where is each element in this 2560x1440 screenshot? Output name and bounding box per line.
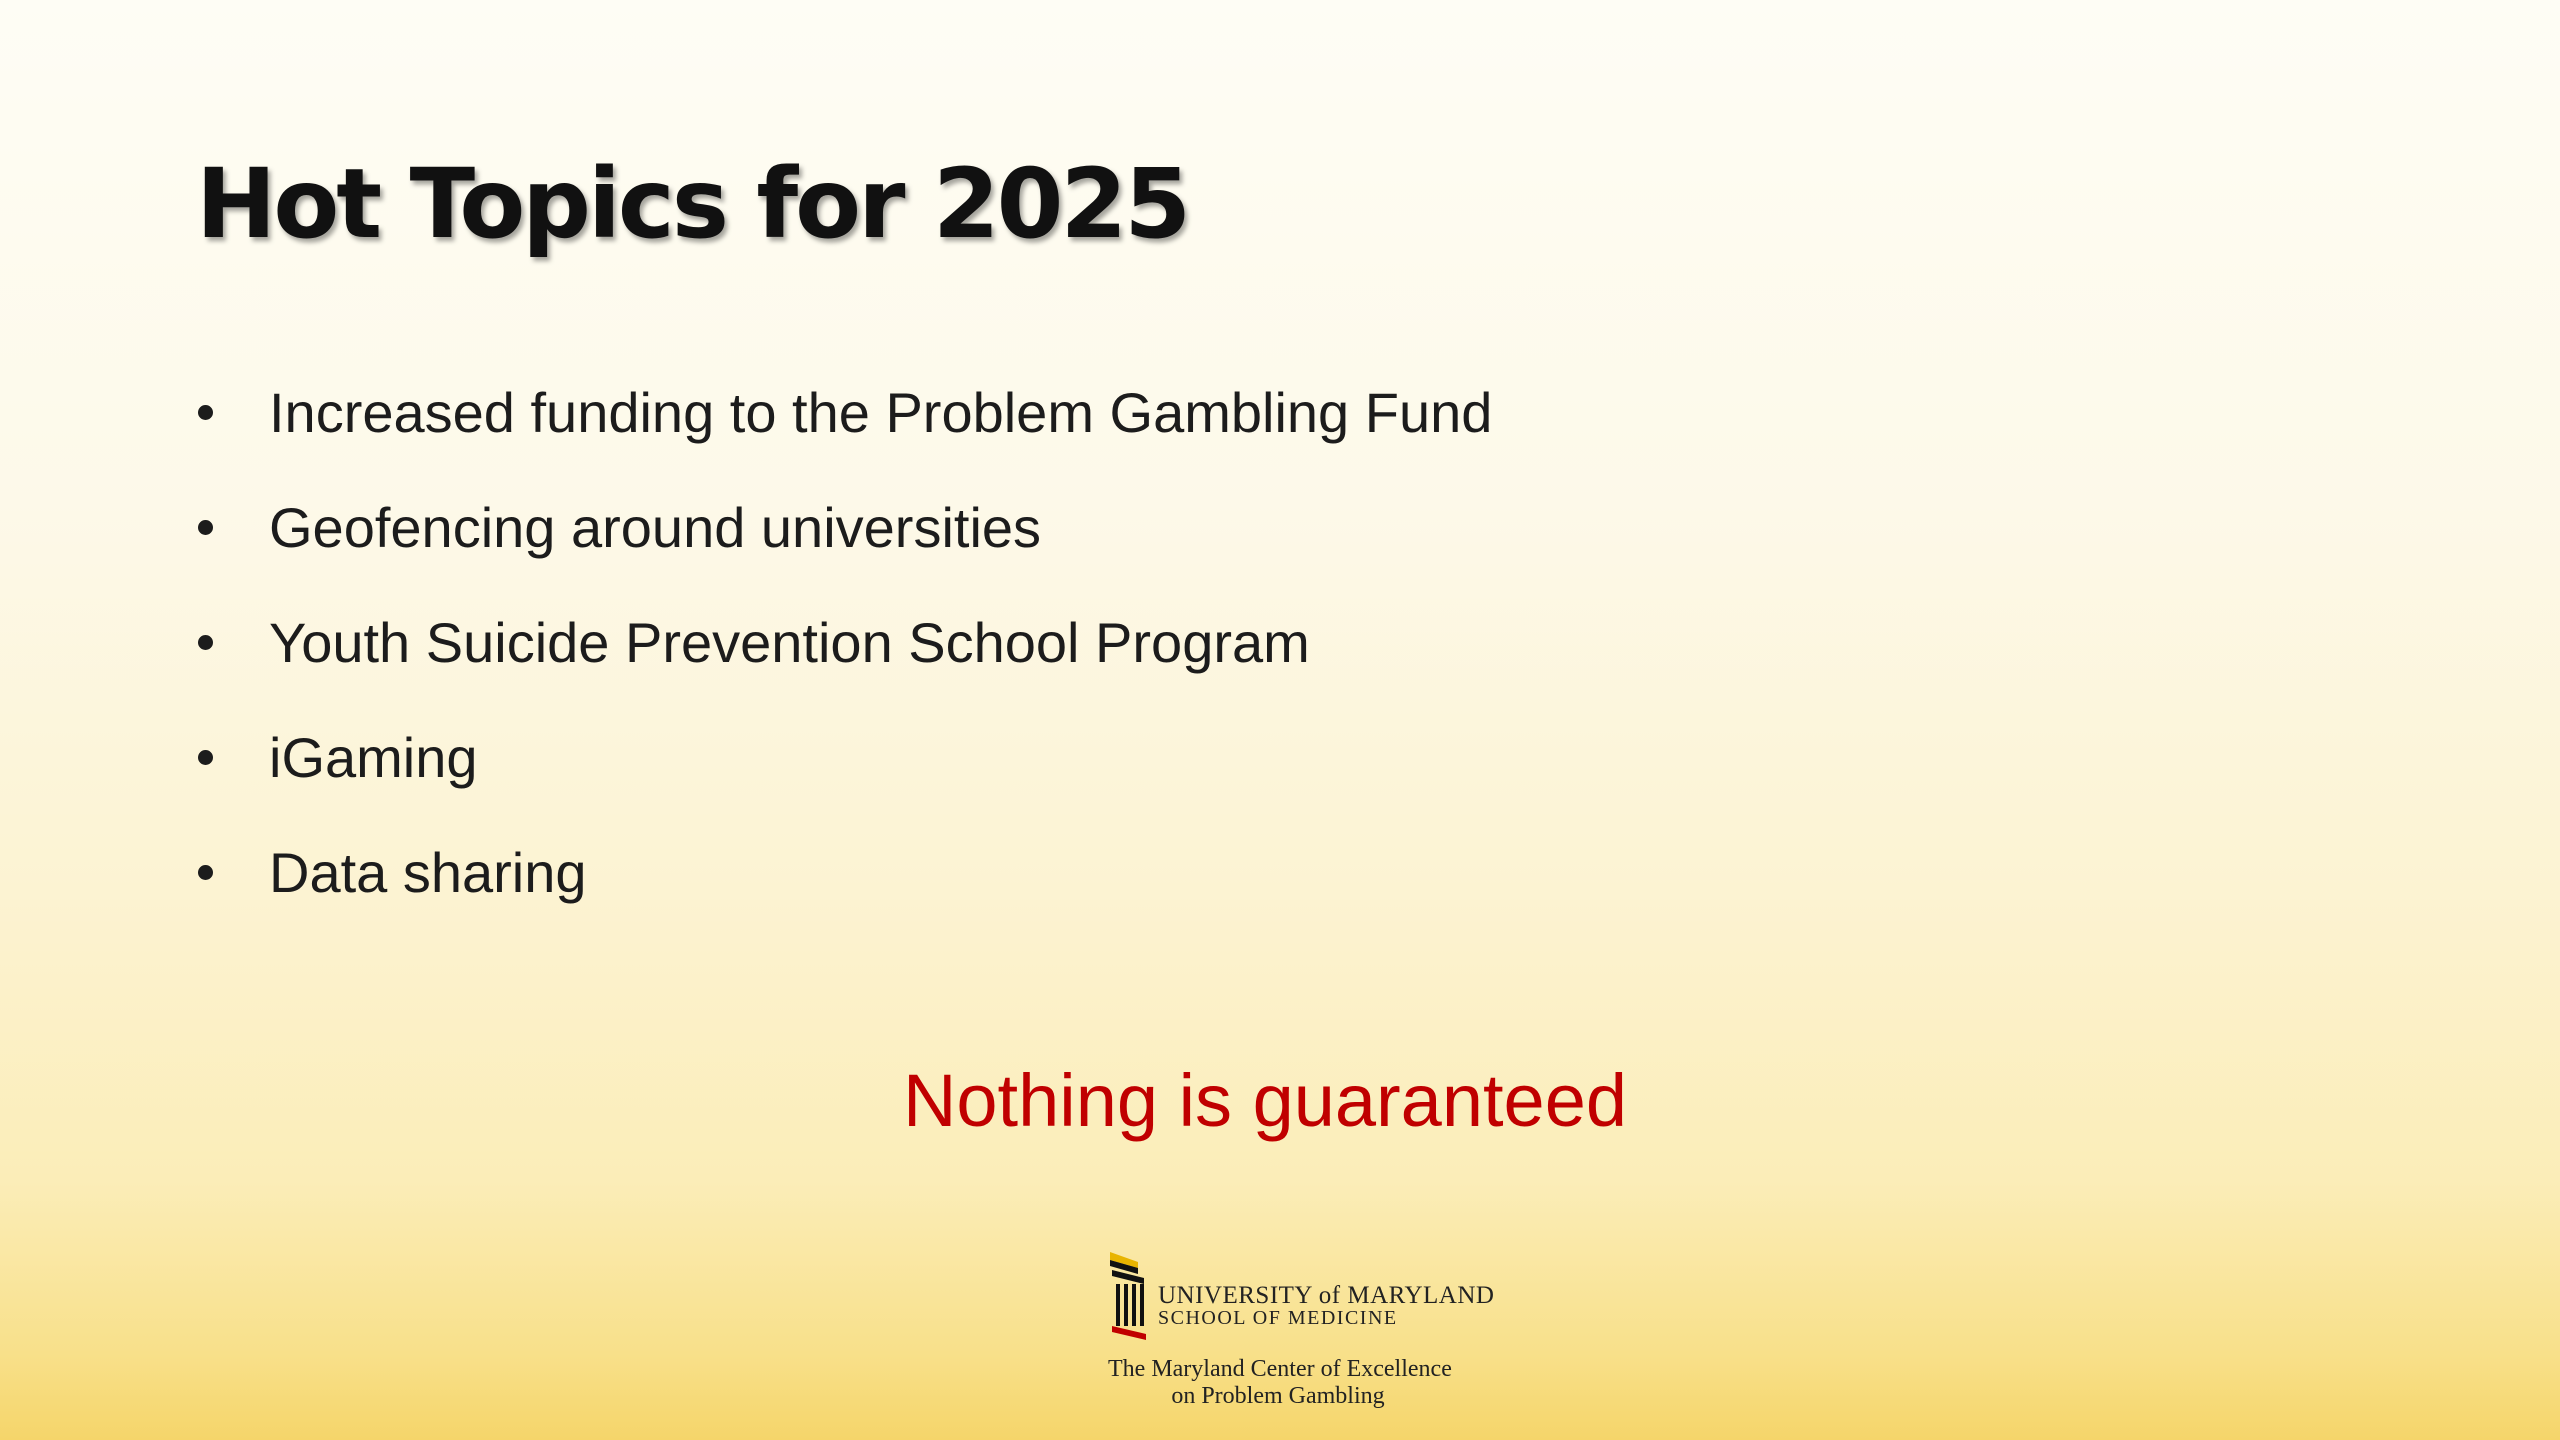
bullet-text: Youth Suicide Prevention School Program [269, 611, 1310, 674]
bullet-item [190, 470, 1492, 585]
bullet-item [190, 700, 1492, 815]
bullet-dot-icon [198, 750, 213, 765]
bullet-dot-icon [198, 635, 213, 650]
bullet-text: Increased funding to the Problem Gambling Fund [269, 381, 1493, 444]
bullet-text: Geofencing around universities [269, 496, 1042, 559]
slide-title: Hot Topics for 2025 [196, 148, 1189, 260]
logo-center-line-2: on Problem Gambling [1171, 1383, 1385, 1409]
bullet-dot-icon [198, 405, 213, 420]
bullet-item [190, 585, 1492, 700]
bullet-text: iGaming [269, 726, 478, 789]
logo-university-text: UNIVERSITY of MARYLAND [1158, 1282, 1495, 1309]
bullet-dot-icon [198, 520, 213, 535]
bullet-list [190, 355, 1492, 930]
university-shield-icon [1108, 1252, 1150, 1344]
university-logo [1108, 1252, 1495, 1422]
bullet-item [190, 815, 1492, 930]
bullet-item [190, 355, 1492, 470]
logo-school-text: SCHOOL OF MEDICINE [1158, 1307, 1398, 1329]
logo-center-line-1: The Maryland Center of Excellence [1108, 1356, 1452, 1382]
bullet-dot-icon [198, 865, 213, 880]
bullet-text: Data sharing [269, 841, 587, 904]
emphasis-text: Nothing is guaranteed [902, 1059, 1628, 1142]
